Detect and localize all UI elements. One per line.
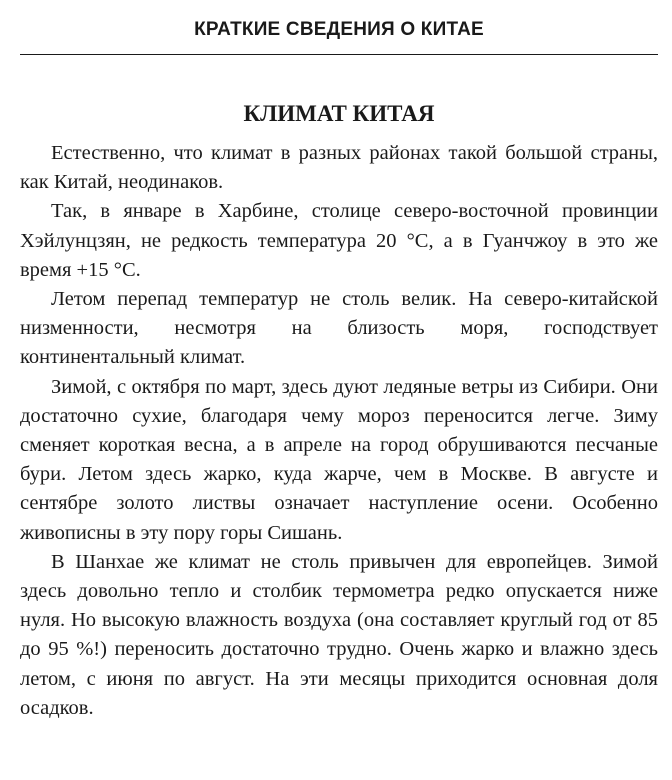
header-divider (20, 54, 658, 55)
paragraph: В Шанхае же климат не столь привычен для европейцев. Зимой здесь довольно тепло и столбик термометра редко опускается ниже нуля. Но высокую влажность воздуха (она составляет круглый год от 85 до 95 %!) переносить достаточно трудно. Очень жарко и влажно здесь летом, с июня по август. На эти месяцы приходится основная доля осадков. (20, 550, 658, 719)
section-title: КЛИМАТ КИТАЯ (243, 101, 435, 126)
paragraph: Так, в январе в Харбине, столице северо-восточной провинции Хэйлунцзян, не редкость температура 20 °C, а в Гуанчжоу в это же время +15 °C. (20, 200, 658, 281)
paragraph: Зимой, с октября по март, здесь дуют ледяные ветры из Сибири. Они достаточно сухие, благодаря чему мороз переносится легче. Зиму сменяет короткая весна, а в апреле на город обрушиваются песчаные бури. Летом здесь жарко, куда жарче, чем в Москве. В августе и сентябре золото листвы означает наступление осени. Особенно живописны в эту пору горы Сишань. (20, 375, 658, 544)
paragraph: Летом перепад температур не столь велик. На северо-китайской низменности, несмотря на близость моря, господствует континентальный климат. (20, 288, 658, 369)
article-body (20, 139, 658, 723)
running-header-title: КРАТКИЕ СВЕДЕНИЯ О КИТАЕ (194, 19, 484, 40)
paragraph: Естественно, что климат в разных районах такой большой страны, как Китай, неодинаков. (20, 142, 658, 194)
